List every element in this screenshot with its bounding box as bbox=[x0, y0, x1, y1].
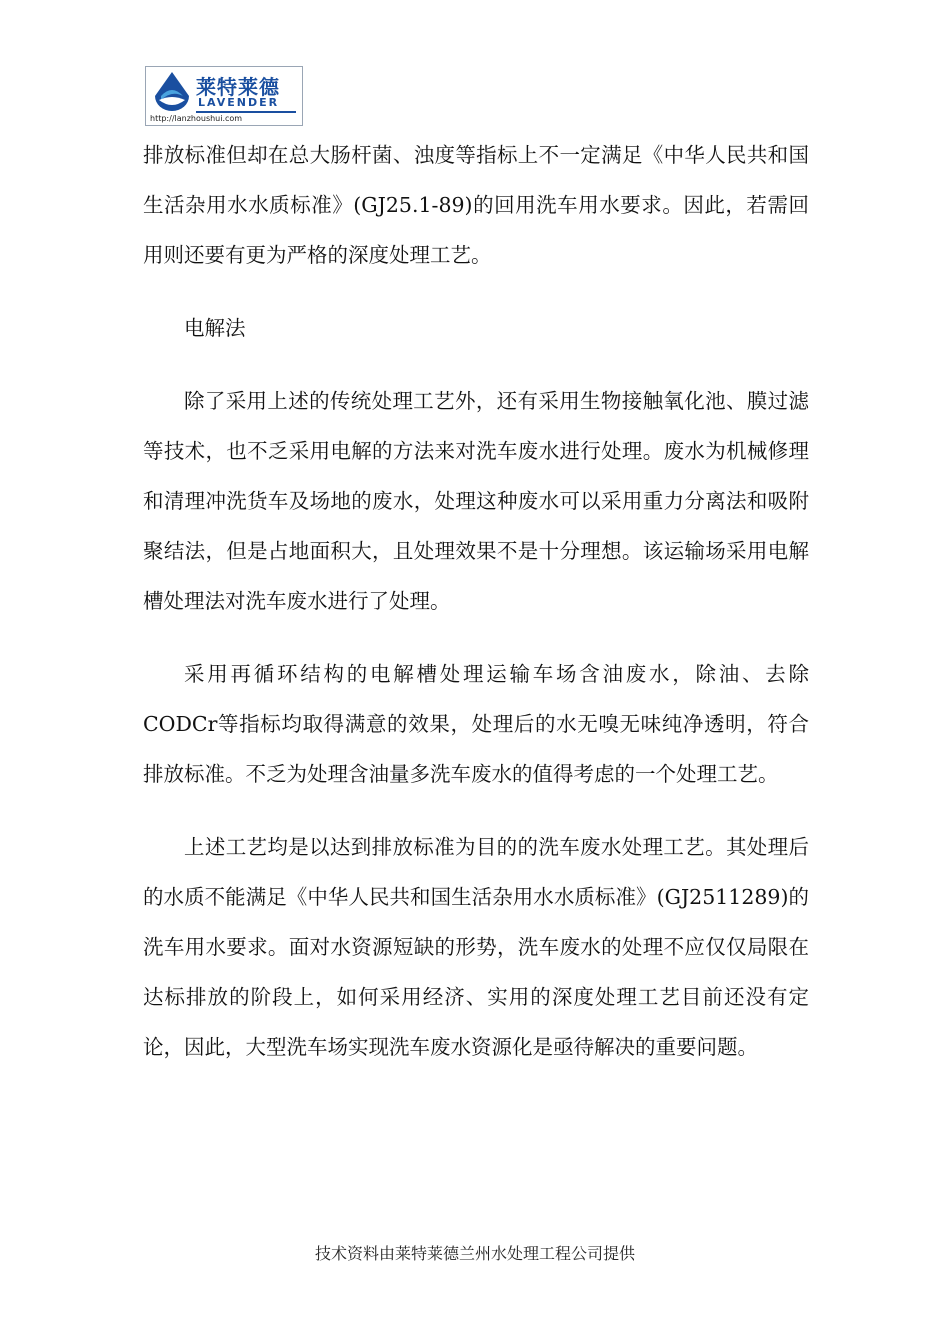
logo-name-en: LAVENDER bbox=[198, 96, 280, 109]
section-heading-electrolysis: 电解法 bbox=[184, 316, 246, 340]
logo-name-cn: 莱特莱德 bbox=[196, 75, 280, 99]
document-body bbox=[143, 130, 809, 1072]
paragraph-electrolysis-result: 采用再循环结构的电解槽处理运输车场含油废水，除油、去除CODCr等指标均取得满意的效果，处理后的水无嗅无味纯净透明，符合排放标准。不乏为处理含油量多洗车废水的值得考虑的一个处理工艺。 bbox=[143, 662, 809, 786]
paragraph-conclusion: 上述工艺均是以达到排放标准为目的的洗车废水处理工艺。其处理后的水质不能满足《中华人民共和国生活杂用水水质标准》(GJ2511289)的洗车用水要求。面对水资源短缺的形势，洗车废水的处理不应仅仅局限在达标排放的阶段上，如何采用经济、实用的深度处理工艺目前还没有定论，因此，大型洗车场实现洗车废水资源化是亟待解决的重要问题。 bbox=[143, 835, 809, 1059]
logo-divider bbox=[196, 111, 296, 113]
water-drop-logo-icon bbox=[149, 70, 195, 114]
page-footer: 技术资料由莱特莱德兰州水处理工程公司提供 bbox=[314, 1244, 635, 1263]
company-logo bbox=[145, 66, 303, 126]
paragraph-continuation: 排放标准但却在总大肠杆菌、浊度等指标上不一定满足《中华人民共和国生活杂用水水质标准》(GJ25.1-89)的回用洗车用水要求。因此，若需回用则还要有更为严格的深度处理工艺。 bbox=[143, 143, 809, 267]
logo-url: http://lanzhoushui.com bbox=[150, 114, 243, 123]
paragraph-electrolysis-intro: 除了采用上述的传统处理工艺外，还有采用生物接触氧化池、膜过滤等技术，也不乏采用电解的方法来对洗车废水进行处理。废水为机械修理和清理冲洗货车及场地的废水，处理这种废水可以采用重力分离法和吸附聚结法，但是占地面积大，且处理效果不是十分理想。该运输场采用电解槽处理法对洗车废水进行了处理。 bbox=[143, 389, 809, 613]
